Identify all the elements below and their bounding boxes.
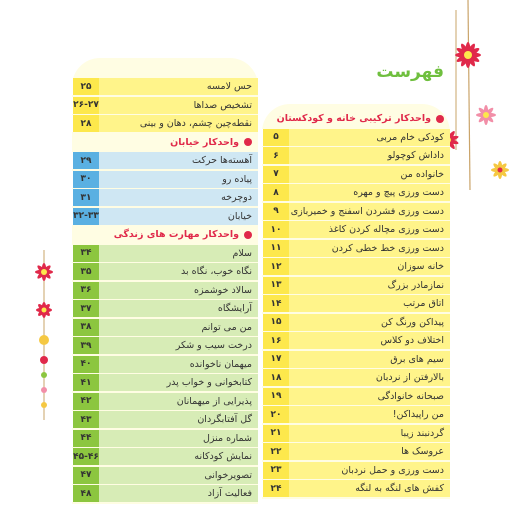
toc-entry [72,485,258,502]
toc-entry-title: سالاد خوشمزه [99,282,258,299]
toc-entry-title: گردنبند زیبا [289,425,450,442]
toc-entry-page-number: ۱۶ [262,332,289,349]
toc-entry [72,208,258,225]
toc-entry [72,337,258,354]
toc-entry [262,480,450,497]
toc-entry [262,129,450,146]
toc-entry-title: تشخیص صداها [99,97,258,114]
toc-entry-page-number: ۴۵-۴۶ [72,448,99,465]
toc-entry-page-number: ۳۹ [72,337,99,354]
toc-entry-page-number: ۴۱ [72,374,99,391]
toc-entry [72,393,258,410]
toc-entry [72,467,258,484]
toc-entry-title: دست ورزی پیچ و مهره [289,184,450,201]
toc-entry-title: دست ورزی فشردن اسفنج و خمیربازی [289,203,450,220]
toc-entry [262,351,450,368]
toc-entry-page-number: ۴۴ [72,430,99,447]
toc-entry-page-number: ۴۷ [72,467,99,484]
toc-entry-page-number: ۳۴ [72,245,99,262]
toc-entry-title: دست ورزی خط خطی کردن [289,240,450,257]
toc-entry-title: بالارفتن از نردبان [289,369,450,386]
toc-entry [262,388,450,405]
beads-decoration-left [28,250,68,430]
toc-entry-page-number: ۳۰ [72,171,99,188]
toc-entry [262,314,450,331]
toc-entry [72,115,258,132]
toc-entry-title: نمایش کودکانه [99,448,258,465]
toc-entry-title: من می توانم [99,319,258,336]
toc-entry-title: پیاده رو [99,171,258,188]
toc-column-right [262,104,450,499]
toc-entry-title: دست ورزی مچاله کردن کاغذ [289,221,450,238]
toc-entry-title: داداش کوچولو [289,147,450,164]
bullet-icon [436,115,444,123]
toc-entry-page-number: ۷ [262,166,289,183]
toc-entry [262,240,450,257]
toc-entry-title: تصویرخوانی [99,467,258,484]
toc-entry [72,189,258,206]
toc-entry [262,258,450,275]
toc-entry [262,425,450,442]
toc-entry [72,319,258,336]
toc-entry-title: خانواده من [289,166,450,183]
toc-entry-title: میهمان ناخوانده [99,356,258,373]
toc-entry [262,203,450,220]
toc-column-left [72,58,258,504]
toc-entry-page-number: ۱۰ [262,221,289,238]
toc-entry-page-number: ۲۲ [262,443,289,460]
toc-entry-page-number: ۵ [262,129,289,146]
toc-entry [262,166,450,183]
toc-entry-page-number: ۳۲-۳۳ [72,208,99,225]
toc-entry [72,448,258,465]
toc-entry-page-number: ۲۴ [262,480,289,497]
toc-entry-title: کتابخوانی و خواب پدر [99,374,258,391]
toc-entry-title: نمازمادر بزرگ [289,277,450,294]
toc-entry-title: کودکی خام مربی [289,129,450,146]
toc-entry-page-number: ۲۶-۲۷ [72,97,99,114]
toc-entry-page-number: ۴۲ [72,393,99,410]
toc-entry-page-number: ۲۳ [262,462,289,479]
toc-entry [262,184,450,201]
toc-entry-page-number: ۱۵ [262,314,289,331]
toc-entry [72,245,258,262]
toc-entry-page-number: ۶ [262,147,289,164]
toc-entry [262,221,450,238]
toc-entry [262,332,450,349]
toc-entry-page-number: ۳۵ [72,263,99,280]
toc-entry-page-number: ۲۸ [72,115,99,132]
toc-entry [262,462,450,479]
toc-entry [72,171,258,188]
bullet-icon [244,138,252,146]
toc-entry-title: کفش های لنگه به لنگه [289,480,450,497]
toc-entry [72,374,258,391]
toc-entry [72,97,258,114]
toc-entry-page-number: ۱۹ [262,388,289,405]
toc-entry-title: پیداکن ورنگ کن [289,314,450,331]
toc-entry-page-number: ۳۷ [72,300,99,317]
toc-entry-title: من راپیداکن! [289,406,450,423]
toc-entry-page-number: ۸ [262,184,289,201]
toc-entry-title: پذیرایی از میهمانان [99,393,258,410]
toc-entry-page-number: ۳۶ [72,282,99,299]
toc-entry-title: خانه سوزان [289,258,450,275]
toc-entry-page-number: ۲۵ [72,78,99,95]
toc-entry-title: حس لامسه [99,78,258,95]
toc-entry-title: خیابان [99,208,258,225]
toc-entry-page-number: ۳۸ [72,319,99,336]
toc-entry-title: آرایشگاه [99,300,258,317]
toc-entry-page-number: ۲۱ [262,425,289,442]
toc-entry [262,369,450,386]
toc-entry-page-number: ۱۴ [262,295,289,312]
section-heading-home-kindergarten: واحدکار ترکیبی خانه و کودکستان [262,110,450,127]
toc-entry-title: شماره منزل [99,430,258,447]
toc-entry [262,147,450,164]
toc-entry [72,411,258,428]
bullet-icon [244,231,252,239]
toc-entry-title: سلام [99,245,258,262]
toc-entry-title: اتاق مرتب [289,295,450,312]
toc-entry [72,152,258,169]
toc-entry [72,430,258,447]
toc-entry [72,263,258,280]
toc-entry-title: سیم های برق [289,351,450,368]
toc-entry-page-number: ۳۱ [72,189,99,206]
section-heading-street: واحدکار خیابان [72,134,258,151]
toc-entry-title: اختلاف دو کلاس [289,332,450,349]
toc-entry-page-number: ۴۸ [72,485,99,502]
toc-entry [72,282,258,299]
toc-entry-title: نگاه خوب، نگاه بد [99,263,258,280]
toc-entry-page-number: ۲۹ [72,152,99,169]
toc-entry-page-number: ۱۲ [262,258,289,275]
toc-entry-title: درخت سیب و شکر [99,337,258,354]
page-title: فهرست [376,62,444,82]
toc-entry-page-number: ۴۰ [72,356,99,373]
toc-entry-title: نقطه‌چین چشم، دهان و بینی [99,115,258,132]
toc-entry-title: گل آفتابگردان [99,411,258,428]
toc-entry [262,277,450,294]
toc-entry-title: عروسک ها [289,443,450,460]
toc-entry-page-number: ۹ [262,203,289,220]
toc-entry-page-number: ۱۸ [262,369,289,386]
toc-entry [72,300,258,317]
toc-entry-page-number: ۱۷ [262,351,289,368]
toc-entry-title: دست ورزی و حمل نردبان [289,462,450,479]
toc-entry [262,406,450,423]
toc-entry [262,295,450,312]
toc-entry [262,443,450,460]
toc-entry-page-number: ۱۱ [262,240,289,257]
section-heading-life-skills: واحدکار مهارت های زندگی [72,226,258,243]
toc-entry-page-number: ۲۰ [262,406,289,423]
toc-entry-title: فعالیت آزاد [99,485,258,502]
toc-entry-page-number: ۱۳ [262,277,289,294]
toc-entry [72,356,258,373]
toc-entry-title: آهسته‌ها حرکت [99,152,258,169]
toc-entry-page-number: ۴۳ [72,411,99,428]
toc-entry-title: صبحانه خانوادگی [289,388,450,405]
toc-entry-title: دوچرخه [99,189,258,206]
toc-entry [72,78,258,95]
